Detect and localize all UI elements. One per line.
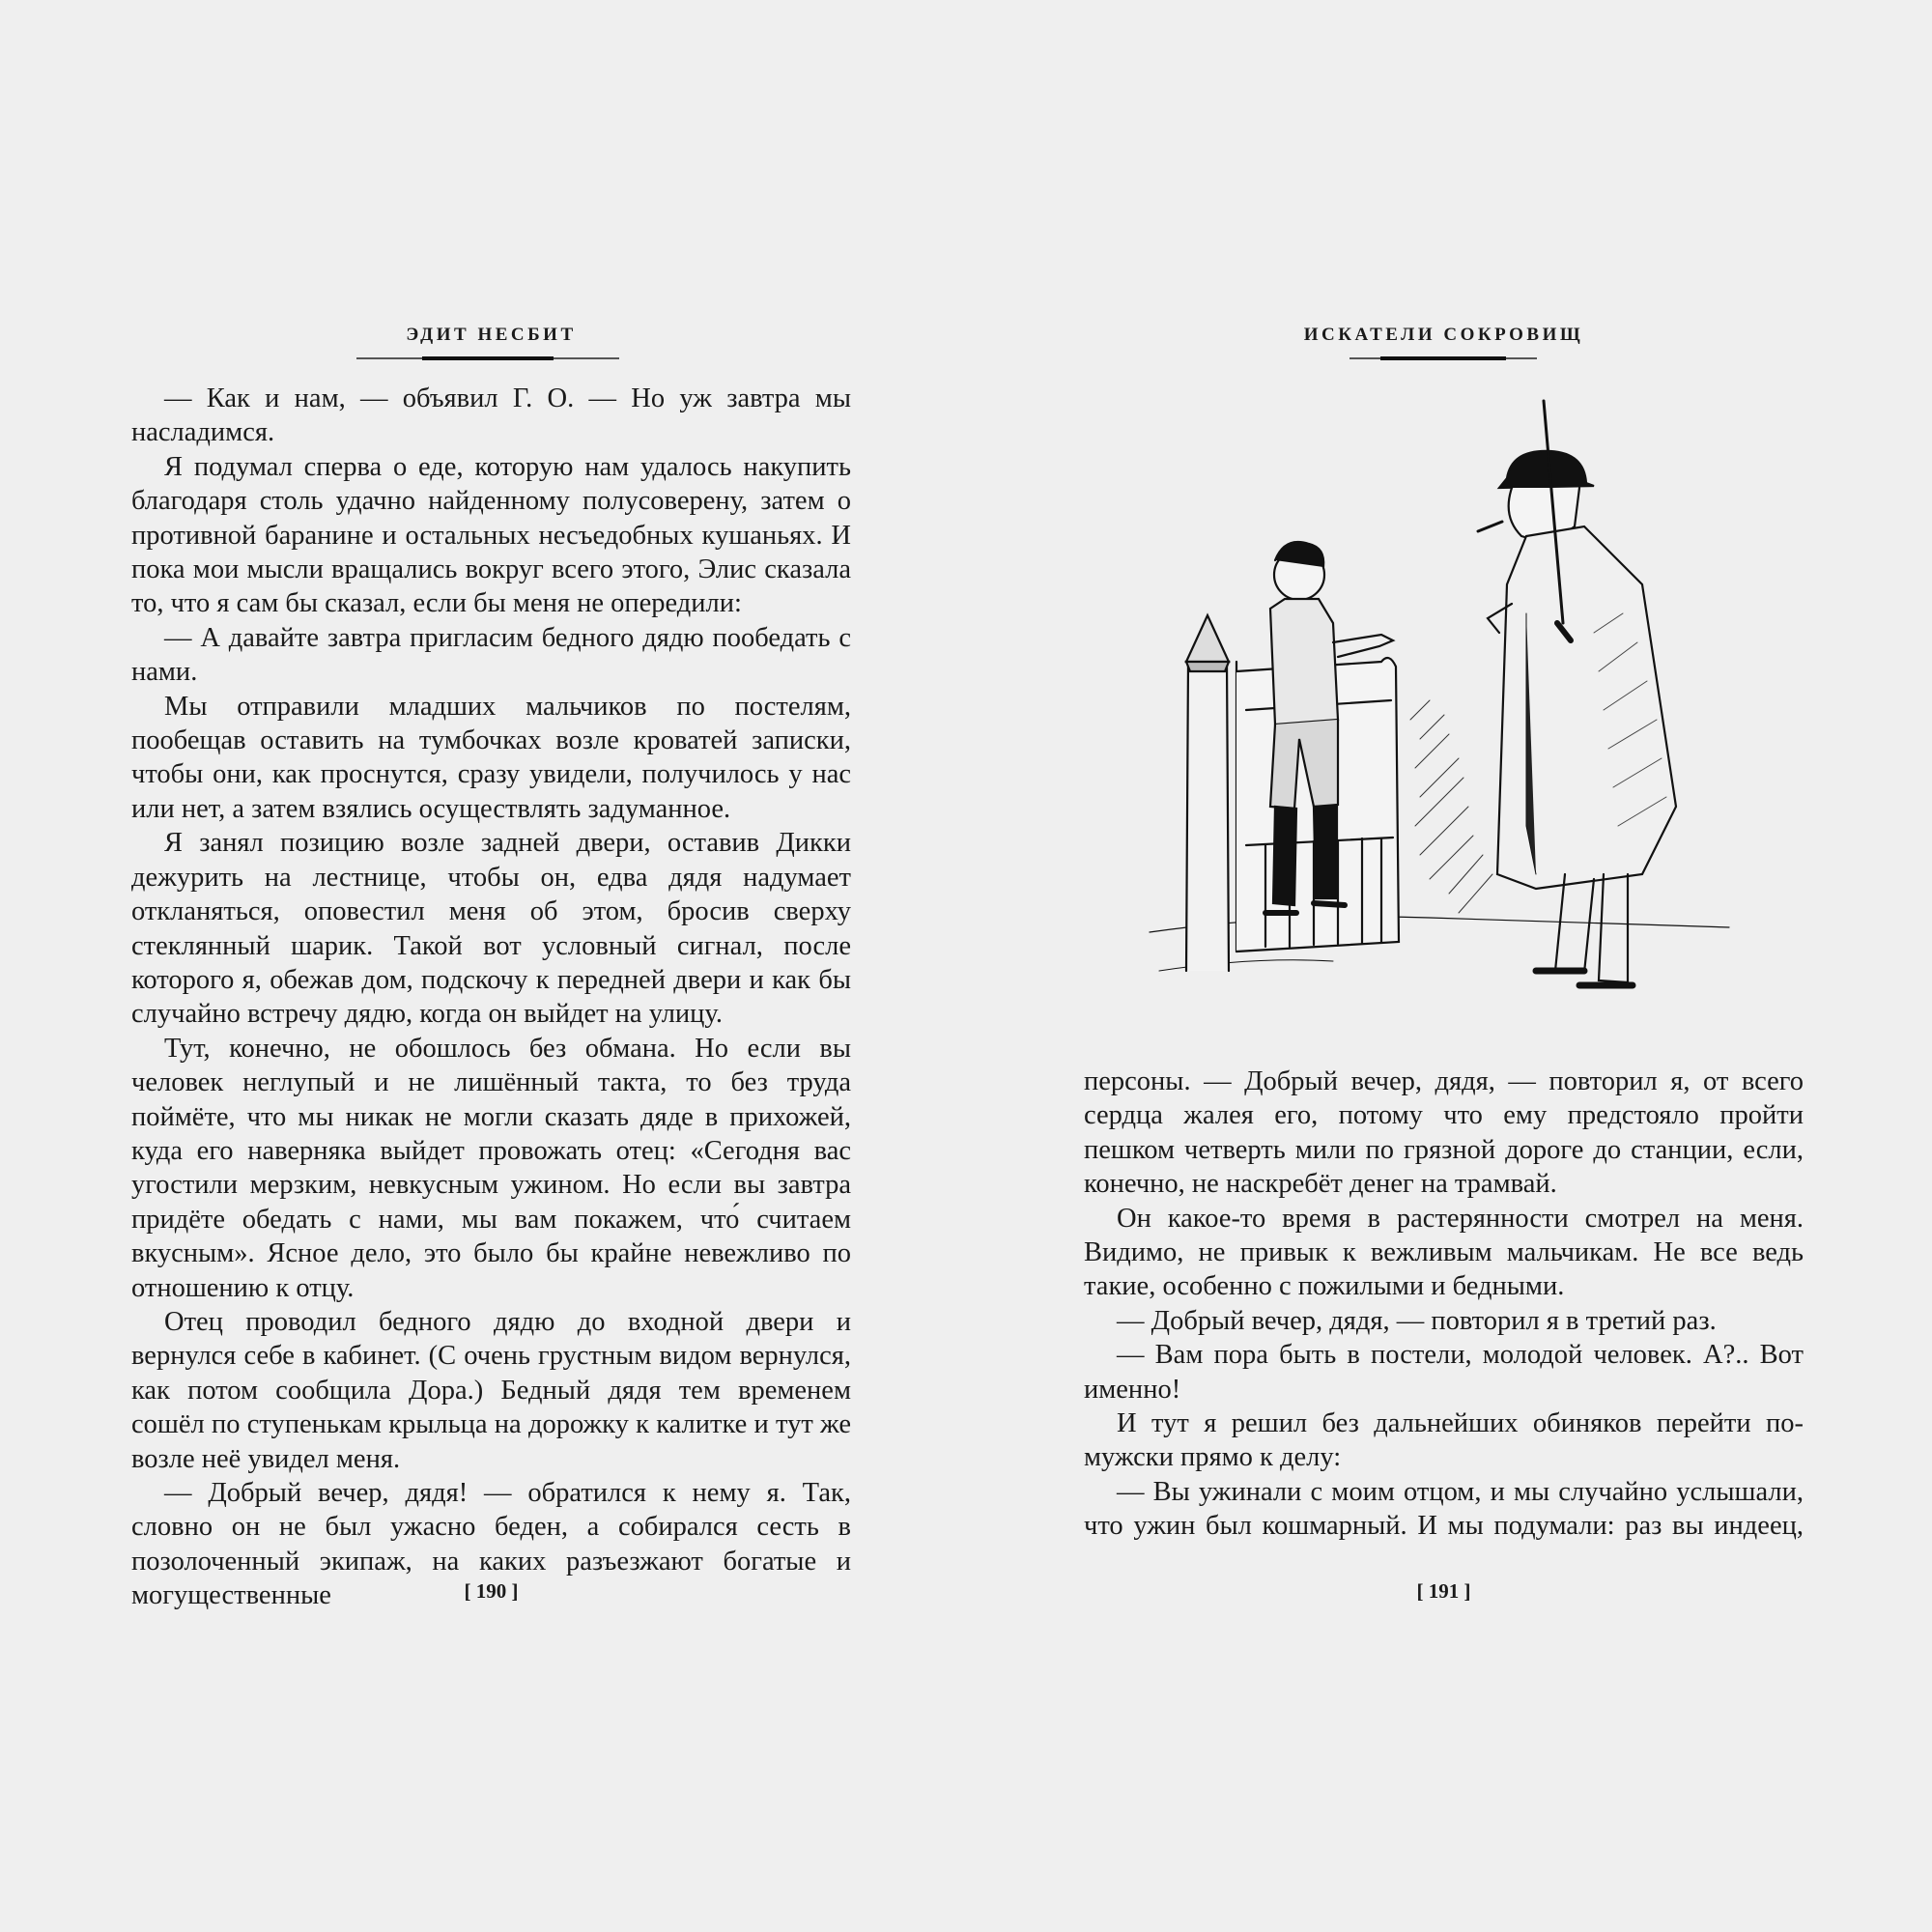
paragraph: — Добрый вечер, дядя, — повторил я в третий раз. — [1117, 1305, 1717, 1336]
body-text — [131, 382, 851, 1613]
paragraph: — А давайте завтра пригласим бедного дядю пообедать с нами. — [131, 622, 851, 688]
head-rule — [356, 357, 619, 359]
paragraph: персоны. — Добрый вечер, дядя, — повторил я, от всего сердца жалея его, потому что ему предстояло пройти пешком четверть мили по грязной дороге до станции, если, конечно, не наскребёт денег на трамвай. — [1084, 1066, 1804, 1200]
page-number: [ 190 ] — [464, 1579, 519, 1603]
paragraph: — Как и нам, — объявил Г. О. — Но уж завтра мы насладимся. — [131, 384, 851, 448]
paragraph: Тут, конечно, не обошлось без обмана. Но если вы человек неглупый и не лишённый такта, то без труда поймёте, что мы никак не могли сказать дяде в прихожей, куда его наверняка выйдет провожать отец: «Сегодня вас угостили мерзким, невкусным ужином. Но если вы завтра придёте обедать с нами, мы вам покажем, что́ считаем вкусным». Ясное дело, это было бы крайне невежливо по отношению к отцу. — [131, 1033, 851, 1303]
paragraph: Мы отправили младших мальчиков по постелям, пообещав оставить на тумбочках возле кроватей записки, чтобы они, как проснутся, сразу увидели, получилось у нас или нет, а затем взялись осуществлять задуманное. — [131, 691, 851, 824]
running-head-title: ИСКАТЕЛИ СОКРОВИЩ — [1303, 325, 1584, 345]
paragraph: — Добрый вечер, дядя! — обратился к нему я. Так, словно он не был ужасно беден, а собирался сесть в позолоченный экипаж, на каких разъезжают богатые и могущественные — [131, 1478, 851, 1611]
paragraph: — Вы ужинали с моим отцом, и мы случайно услышали, что ужин был кошмарный. И мы подумали: раз вы индеец, — [1084, 1476, 1804, 1542]
illustration-boy-and-uncle — [1140, 391, 1739, 1048]
head-rule — [1350, 357, 1537, 359]
body-text — [1084, 1065, 1804, 1544]
page-number: [ 191 ] — [1416, 1579, 1471, 1603]
paragraph: И тут я решил без дальнейших обиняков перейти по-мужски прямо к делу: — [1084, 1408, 1804, 1473]
running-head-author: ЭДИТ НЕСБИТ — [406, 325, 577, 345]
paragraph: Я подумал сперва о еде, которую нам удалось накупить благодаря столь удачно найденному полусоверену, затем о противной баранине и остальных несъедобных кушаньях. И пока мои мысли вращались вокруг всего этого, Элис сказала то, что я сам бы сказал, если бы меня не опередили: — [131, 451, 851, 619]
paragraph: Отец проводил бедного дядю до входной двери и вернулся себе в кабинет. (С очень грустным видом вернулся, как потом сообщила Дора.) Бедный дядя тем временем сошёл по ступенькам крыльца на дорожку к калитке и тут же возле неё увидел меня. — [131, 1306, 851, 1474]
paragraph: Я занял позицию возле задней двери, оставив Дикки дежурить на лестнице, чтобы он, едва дядя надумает откланяться, оповестил меня об этом, бросив сверху стеклянный шарик. Такой вот условный сигнал, после которого я, обежав дом, подскочу к передней двери и как бы случайно встречу дядю, когда он выйдет на улицу. — [131, 828, 851, 1030]
paragraph: Он какое-то время в растерянности смотрел на меня. Видимо, не привык к вежливым мальчикам. Не все ведь такие, особенно с пожилыми и бедными. — [1084, 1203, 1804, 1302]
paragraph: — Вам пора быть в постели, молодой человек. А?.. Вот именно! — [1084, 1340, 1804, 1405]
